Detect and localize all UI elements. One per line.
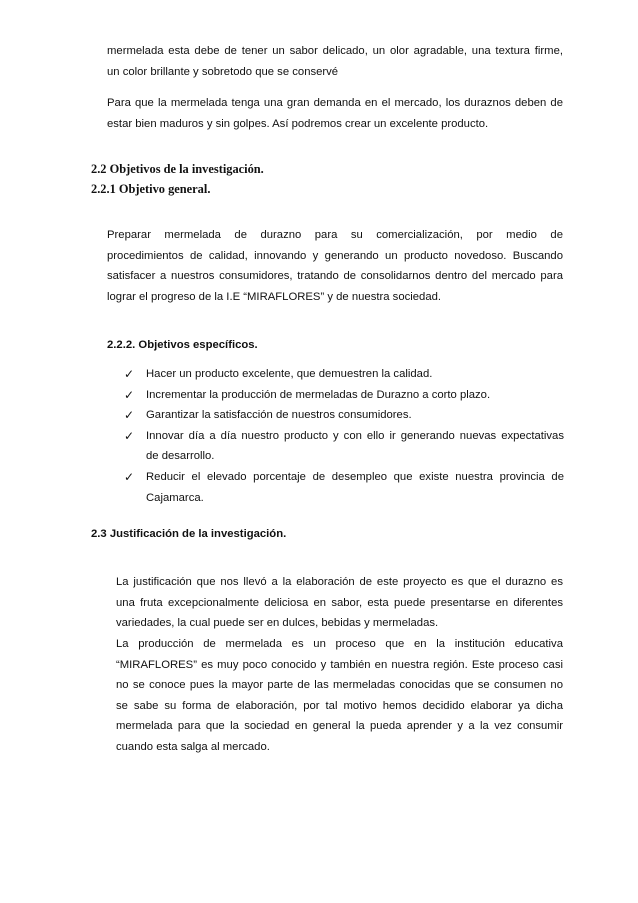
text-line: un color brillante y sobretodo que se conservé	[107, 65, 339, 78]
justification-paragraph-2	[116, 634, 563, 758]
list-item-text: Garantizar la satisfacción de nuestros consumidores.	[146, 409, 412, 422]
text-line: “MIRAFLORES” es muy poco conocido y también en nuestra región. Este proceso casi	[116, 658, 563, 671]
justification-paragraph-1	[116, 572, 563, 634]
check-icon: ✓	[124, 469, 135, 484]
text-line: La justificación que nos llevó a la elaboración de este proyecto es que el durazno es	[116, 576, 563, 588]
list-item-text: Incrementar la producción de mermeladas de Durazno a corto plazo.	[146, 388, 491, 401]
text-line: procedimientos de calidad, innovando y generando un producto novedoso. Buscando	[107, 249, 563, 262]
text-line: lograr el progreso de la I.E “MIRAFLORES” y de nuestra sociedad.	[107, 290, 442, 303]
list-item	[124, 364, 564, 385]
text-line: Para que la mermelada tenga una gran demanda en el mercado, los duraznos deben de	[107, 97, 563, 109]
section-heading-objectives: 2.2 Objetivos de la investigación.	[91, 162, 264, 176]
text-line: La producción de mermelada es un proceso que en la institución educativa	[116, 638, 563, 650]
text-line: mermelada esta debe de tener un sabor delicado, un olor agradable, una textura firme,	[107, 45, 563, 57]
text-line: estar bien maduros y sin golpes. Así podremos crear un excelente producto.	[107, 117, 489, 130]
intro-paragraph-2	[107, 93, 563, 134]
text-line: variedades, la cual puede ser en dulces, bebidas y mermeladas.	[116, 617, 439, 630]
list-item-text: Innovar día a día nuestro producto y con ello ir generando nuevas expectativas	[146, 429, 564, 442]
check-icon: ✓	[124, 387, 135, 402]
text-line: no se conoce pues la mayor parte de las mermeladas conocidas que se consumen no	[116, 679, 563, 692]
text-line: Preparar mermelada de durazno para su comercialización, por medio de	[107, 229, 563, 241]
text-line: cuando esta salga al mercado.	[116, 740, 270, 753]
list-item	[124, 385, 564, 406]
specific-objectives-list	[124, 364, 564, 508]
text-line: satisfacer a nuestros consumidores, tratando de consolidarnos dentro del mercado para	[107, 270, 563, 283]
text-line: se sabe su forma de elaboración, por tal motivo hemos decidido elaborar ya dicha	[116, 699, 563, 712]
subsection-heading-specific-objectives: 2.2.2. Objetivos específicos.	[107, 339, 258, 351]
list-item-text: Reducir el elevado porcentaje de desempleo que existe nuestra provincia de	[146, 470, 564, 483]
check-icon: ✓	[124, 367, 135, 381]
list-item-text: Hacer un producto excelente, que demuestren la calidad.	[146, 368, 433, 380]
list-item	[124, 405, 564, 426]
list-item-text: de desarrollo.	[146, 450, 215, 463]
text-line: mermelada para que la sociedad en general la pueda aprender y a la vez consumir	[116, 720, 563, 733]
check-icon: ✓	[124, 408, 135, 423]
list-item	[124, 426, 564, 467]
intro-paragraph-1	[107, 41, 563, 82]
text-line: una fruta excepcionalmente deliciosa en sabor, esta puede presentarse en diferentes	[116, 596, 563, 609]
section-heading-justification: 2.3 Justificación de la investigación.	[91, 528, 287, 540]
check-icon: ✓	[124, 428, 135, 443]
general-objective-paragraph	[107, 225, 563, 307]
subsection-heading-general-objective: 2.2.1 Objetivo general.	[91, 182, 211, 196]
list-item	[124, 467, 564, 508]
list-item-text: Cajamarca.	[146, 491, 204, 504]
